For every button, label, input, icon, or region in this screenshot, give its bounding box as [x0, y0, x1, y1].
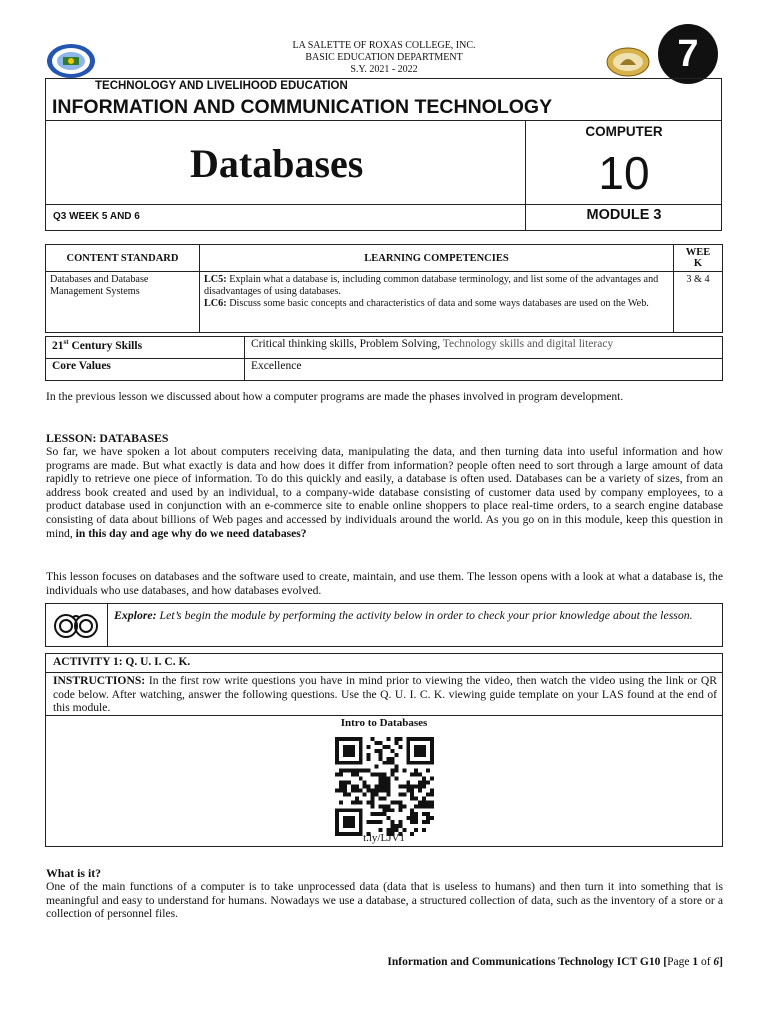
school-seal-logo — [46, 43, 96, 79]
subject-title: INFORMATION AND COMMUNICATION TECHNOLOGY — [52, 96, 553, 118]
module-label: MODULE 3 — [586, 207, 662, 223]
focus-paragraph: This lesson focuses on databases and the software used to create, maintain, and use them. The lesson opens with a look at what a database is, the individuals who use databases, and how databases evolved. — [46, 570, 723, 597]
skills-table — [45, 336, 723, 381]
divider — [45, 672, 723, 673]
strand-label: TECHNOLOGY AND LIVELIHOOD EDUCATION — [95, 80, 348, 92]
lc5-code: LC5: — [204, 274, 227, 285]
table-row — [46, 337, 723, 359]
lc6-text: Discuss some basic concepts and characteristics of data and some ways databases are used on the Web. — [226, 298, 649, 309]
table-header-row — [46, 245, 723, 272]
school-header — [0, 40, 768, 76]
video-title: Intro to Databases — [340, 717, 428, 729]
what-is-it-paragraph: One of the main functions of a computer is to take unprocessed data (data that is useless to humans) and then turn it into something that is meaningful and easy to understand for humans. Nowadays we use a database, a structured collection of data, such as the inventory of a store or a collection of personnel files. — [46, 880, 723, 921]
core-values-label: Core Values — [46, 359, 245, 381]
department-logo — [606, 47, 650, 77]
explore-text: Explore: Let’s begin the module by performing the activity below in order to check your prior knowledge about the lesson. — [114, 608, 693, 622]
lesson-heading: LESSON: DATABASES — [46, 431, 169, 445]
department-name: BASIC EDUCATION DEPARTMENT — [305, 52, 463, 63]
learning-competencies-header: LEARNING COMPETENCIES — [200, 245, 674, 272]
binoculars-icon — [52, 610, 100, 640]
competencies-table — [45, 244, 723, 333]
century-skills-label: 21st Century Skills — [46, 337, 245, 359]
core-values-value: Excellence — [245, 359, 723, 381]
school-name: LA SALETTE OF ROXAS COLLEGE, INC. — [292, 40, 476, 51]
topic-title: Databases — [190, 141, 364, 186]
qr-code-icon[interactable] — [335, 737, 434, 836]
intro-paragraph: In the previous lesson we discussed about how a computer programs are made the phases involved in program development. — [46, 390, 624, 403]
learning-competencies-cell — [200, 272, 674, 333]
week-header: WEE K — [674, 245, 723, 272]
subject-label: COMPUTER — [585, 124, 663, 139]
quarter-week-label: Q3 WEEK 5 AND 6 — [53, 211, 140, 222]
activity-title: ACTIVITY 1: Q. U. I. C. K. — [53, 656, 191, 668]
century-skills-value: Critical thinking skills, Problem Solving, Technology skills and digital literacy — [245, 337, 723, 359]
divider — [107, 603, 108, 647]
grade-badge: 7 — [658, 24, 718, 84]
what-is-it-heading: What is it? — [46, 866, 102, 880]
lc5-text: Explain what a database is, including common database terminology, and list some of the advantages and disadvantages of using databases. — [204, 274, 659, 297]
divider — [45, 120, 722, 121]
lesson-paragraph: So far, we have spoken a lot about computers receiving data, manipulating the data, and then turning data into useful information and how programs are made. But what exactly is data and how does it differ from information? people often need to sort through a large amount of data rapidly to retrieve one piece of information. To do this quickly and easily, a database is often used. Databases can be a variety of sizes, from an address book created and used by an individual, to a company-wide database consisting of customer data used by company employees, to a product database used in conjunction with an e-commerce site to enable online shoppers to place real-time orders, to a search engine database consisting of data about billions of Web pages and accessed by individuals around the world. As you go on in this module, keep this question in mind, in this day and age why do we need databases? — [46, 445, 723, 540]
content-standard-header: CONTENT STANDARD — [46, 245, 200, 272]
activity-instructions: INSTRUCTIONS: In the first row write questions you have in mind prior to viewing the video, then watch the video using the link or QR code below. After watching, answer the following questions. Use the Q. U. I. C. K. viewing guide template on your LAS found at the end of this module. — [53, 674, 717, 714]
page-footer: Information and Communications Technology ICT G10 [Page 1 of 6] — [387, 956, 723, 968]
school-year: S.Y. 2021 - 2022 — [350, 64, 418, 75]
table-row — [46, 272, 723, 333]
lc6-code: LC6: — [204, 298, 227, 309]
table-row — [46, 359, 723, 381]
divider — [45, 715, 723, 716]
video-link[interactable]: t.ly/LJV1 — [363, 832, 405, 844]
grade-number: 10 — [598, 147, 650, 199]
divider — [45, 204, 722, 205]
week-cell: 3 & 4 — [674, 272, 723, 333]
content-standard-cell: Databases and Database Management Systems — [46, 272, 200, 333]
